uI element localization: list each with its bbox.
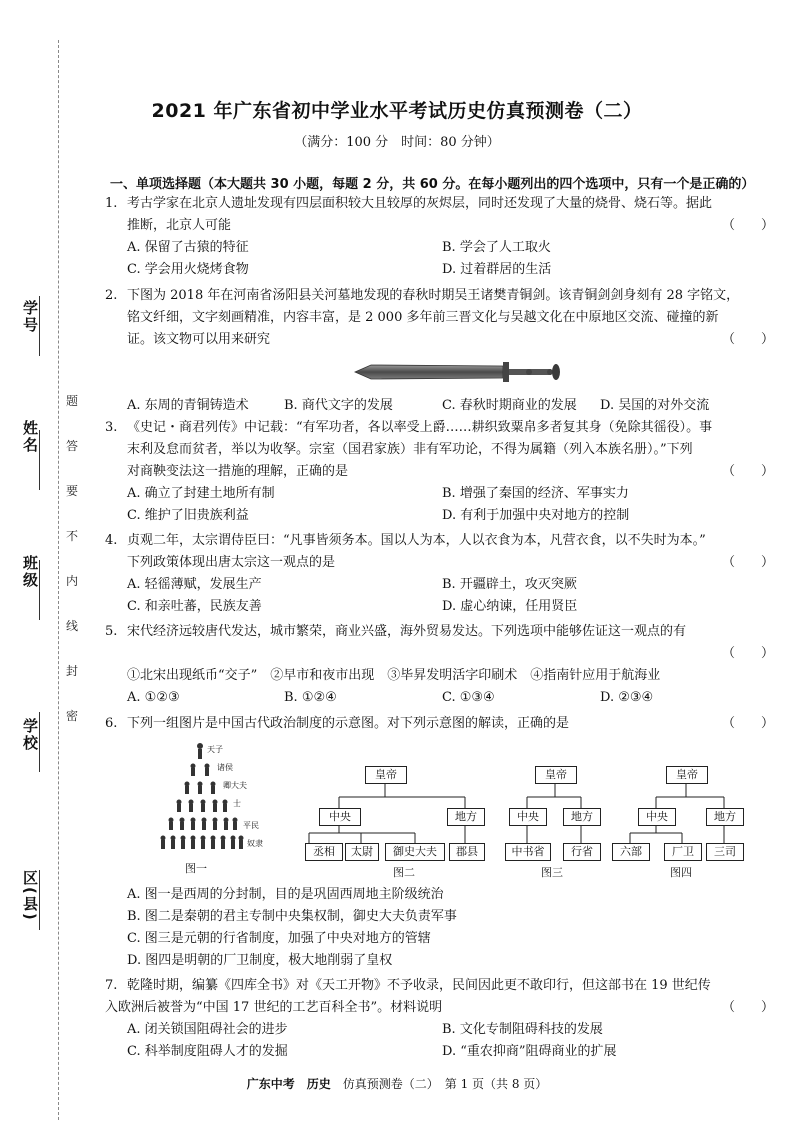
seal-hint-char: 封: [66, 664, 79, 678]
question-3: [105, 417, 780, 527]
pyramid-label: 士: [233, 799, 241, 808]
emperor-box: 皇帝: [535, 766, 577, 784]
question-number: 2.: [105, 288, 118, 303]
question-number: 4.: [105, 533, 118, 548]
secretariat-box: 中书省: [505, 843, 551, 861]
option-b[interactable]: B. 学会了人工取火: [442, 240, 551, 255]
option-a[interactable]: A. ①②③: [127, 690, 180, 705]
question-number: 7.: [105, 978, 118, 993]
emperor-box: 皇帝: [365, 766, 407, 784]
option-b[interactable]: B. 开疆辟土，攻灭突厥: [442, 577, 577, 592]
figure-4-caption: 图四: [670, 866, 692, 879]
answer-blank[interactable]: （ ）: [721, 716, 774, 731]
option-c[interactable]: C. 学会用火烧烤食物: [127, 262, 249, 277]
chancellor-box: 丞相: [305, 843, 343, 861]
question-7: [105, 975, 780, 1063]
option-a[interactable]: A. 图一是西周的分封制，目的是巩固西周地主阶级统治: [127, 887, 444, 902]
pyramid-label: 诸侯: [217, 763, 233, 772]
school-field[interactable]: [39, 712, 40, 772]
option-d[interactable]: D. “重农抑商”阻碍商业的扩展: [442, 1044, 617, 1059]
option-b[interactable]: B. 商代文字的发展: [284, 398, 393, 413]
question-text: 对商鞅变法这一措施的理解，正确的是: [127, 464, 349, 479]
seal-hint-char: 内: [66, 574, 79, 588]
three-offices-box: 三司: [706, 843, 744, 861]
seal-hint-char: 答: [66, 439, 79, 453]
bronze-sword-image: [353, 357, 561, 387]
option-c[interactable]: C. 春秋时期商业的发展: [442, 398, 577, 413]
answer-blank[interactable]: （ ）: [721, 464, 774, 479]
figure-3-caption: 图三: [541, 866, 563, 879]
answer-blank[interactable]: （ ）: [721, 218, 774, 233]
answer-blank[interactable]: （ ）: [721, 555, 774, 570]
option-c[interactable]: C. 维护了旧贵族利益: [127, 508, 249, 523]
student-id-field[interactable]: [39, 296, 40, 356]
pyramid-label: 天子: [207, 745, 223, 754]
figure-2-caption: 图二: [393, 866, 415, 879]
prefecture-box: 郡县: [449, 843, 485, 861]
question-number: 5.: [105, 624, 118, 639]
question-number: 6.: [105, 716, 118, 731]
option-c[interactable]: C. ①③④: [442, 690, 495, 705]
name-label: 姓名: [21, 420, 39, 454]
seal-hint-char: 密: [66, 709, 79, 723]
option-d[interactable]: D. ②③④: [600, 690, 654, 705]
pyramid-label: 卿大夫: [223, 781, 247, 790]
question-text: 证。该文物可以用来研究: [127, 332, 271, 347]
question-text: 宋代经济远较唐代发达，城市繁荣，商业兴盛，海外贸易发达。下列选项中能够佐证这一观点的有: [127, 624, 687, 639]
answer-blank[interactable]: （ ）: [721, 332, 774, 347]
exam-title: 2021 年广东省初中学业水平考试历史仿真预测卷（二）: [151, 100, 643, 122]
option-c[interactable]: C. 图三是元朝的行省制度，加强了中央对地方的管辖: [127, 931, 431, 946]
question-number: 3.: [105, 420, 118, 435]
question-text: 入欧洲后被誉为“中国 17 世纪的工艺百科全书”。材料说明: [105, 1000, 443, 1015]
option-d[interactable]: D. 虚心纳谏，任用贤臣: [442, 599, 578, 614]
pyramid-label: 奴隶: [247, 839, 263, 848]
option-a[interactable]: A. 闭关锁国阻碍社会的进步: [127, 1022, 288, 1037]
question-text: 贞观二年，太宗谓侍臣曰：“凡事皆须务本。国以人为本，人以衣食为本，凡营衣食，以不失时为本。”: [127, 533, 706, 548]
option-b[interactable]: B. ①②④: [284, 690, 337, 705]
pyramid-label: 平民: [243, 821, 259, 830]
option-c[interactable]: C. 科举制度阻碍人才的发掘: [127, 1044, 288, 1059]
question-text: 考古学家在北京人遗址发现有四层面积较大且较厚的灰烬层，同时还发现了大量的烧骨、烧石等。据此: [127, 196, 713, 211]
option-b[interactable]: B. 图二是秦朝的君主专制中央集权制，御史大夫负责军事: [127, 909, 457, 924]
question-text: 推断，北京人可能: [127, 218, 232, 233]
question-number: 1.: [105, 196, 118, 211]
option-d[interactable]: D. 有利于加强中央对地方的控制: [442, 508, 630, 523]
local-box: 地方: [706, 808, 744, 826]
central-box: 中央: [638, 808, 676, 826]
option-d[interactable]: D. 过着群居的生活: [442, 262, 552, 277]
student-id-label: 学号: [21, 300, 39, 334]
figure-4-diagram: [612, 765, 750, 877]
district-field[interactable]: [39, 870, 40, 930]
figure-1-pyramid: [155, 740, 275, 880]
option-d[interactable]: D. 吴国的对外交流: [600, 398, 710, 413]
seal-hint-char: 题: [66, 394, 79, 408]
option-a[interactable]: A. 确立了封建土地所有制: [127, 486, 275, 501]
name-field[interactable]: [39, 430, 40, 490]
question-text: 铭文纤细，文字刻画精准，内容丰富，是 2 000 多年前三晋文化与吴越文化在中原地区交流、碰撞的新: [127, 310, 719, 325]
question-2: [105, 285, 780, 351]
question-text: 《史记・商君列传》中记载：“有军功者，各以率受上爵……耕织致粟帛多者复其身（免除其徭役）。事: [127, 420, 713, 435]
question-6-options: [105, 884, 780, 972]
question-text: 乾隆时期，编纂《四库全书》对《天工开物》不予收录，民间因此更不敢印行，但这部书在 19 世纪传: [127, 978, 711, 993]
pyramid-figures-image: [155, 740, 245, 858]
commandant-box: 太尉: [345, 843, 379, 861]
school-label: 学校: [21, 718, 39, 752]
figure-1-caption: 图一: [185, 862, 207, 875]
local-box: 地方: [563, 808, 601, 826]
central-box: 中央: [319, 808, 361, 826]
question-1: [105, 193, 780, 281]
figure-2-diagram: [305, 765, 495, 877]
province-box: 行省: [563, 843, 601, 861]
footer-page-info: 仿真预测卷（二） 第 1 页（共 8 页）: [342, 1077, 548, 1091]
question-6: [105, 713, 780, 735]
exam-subtitle: （满分：100 分 时间：80 分钟）: [294, 135, 500, 150]
seal-hint-char: 线: [66, 619, 79, 633]
option-b[interactable]: B. 增强了秦国的经济、军事实力: [442, 486, 629, 501]
answer-blank[interactable]: （ ）: [721, 646, 774, 661]
central-box: 中央: [509, 808, 547, 826]
option-b[interactable]: B. 文化专制阻碍科技的发展: [442, 1022, 603, 1037]
question-items: ①北宋出现纸币“交子” ②早市和夜市出现 ③毕昇发明活字印刷术 ④指南针应用于航海业: [127, 668, 661, 683]
question-text: 下图为 2018 年在河南省汤阳县关河墓地发现的春秋时期吴王诸樊青铜剑。该青铜剑剑身刻有 28 字铭文，: [127, 288, 740, 303]
question-5: [105, 621, 780, 709]
emperor-box: 皇帝: [666, 766, 708, 784]
binding-line: [58, 40, 59, 1120]
seal-hint-char: 要: [66, 484, 79, 498]
option-c[interactable]: C. 和亲吐蕃，民族友善: [127, 599, 262, 614]
footer-exam-name: 广东中考 历史: [246, 1077, 331, 1091]
class-label: 班级: [21, 555, 39, 589]
six-ministries-box: 六部: [612, 843, 650, 861]
option-d[interactable]: D. 图四是明朝的厂卫制度，极大地削弱了皇权: [127, 953, 393, 968]
question-text: 末利及怠而贫者，举以为收孥。宗室（国君家族）非有军功论，不得为属籍（列入本族名册）。”下列: [127, 442, 693, 457]
question-4: [105, 530, 780, 618]
censor-box: 御史大夫: [385, 843, 445, 861]
question-text: 下列一组图片是中国古代政治制度的示意图。对下列示意图的解读，正确的是: [127, 716, 570, 731]
option-a[interactable]: A. 东周的青铜铸造术: [127, 398, 249, 413]
seal-hint-char: 不: [66, 529, 79, 543]
local-box: 地方: [447, 808, 485, 826]
district-label: 区(县): [21, 870, 39, 922]
section-heading: 一、单项选择题（本大题共 30 小题，每题 2 分，共 60 分。在每小题列出的四个选项中，只有一个是正确的）: [110, 177, 755, 192]
class-field[interactable]: [39, 560, 40, 620]
answer-blank[interactable]: （ ）: [721, 1000, 774, 1015]
option-a[interactable]: A. 保留了古猿的特征: [127, 240, 249, 255]
figure-3-diagram: [503, 765, 613, 877]
question-2-options: [105, 395, 780, 417]
page-footer: [0, 1075, 794, 1092]
question-text: 下列政策体现出唐太宗这一观点的是: [127, 555, 336, 570]
secret-police-box: 厂卫: [664, 843, 702, 861]
option-a[interactable]: A. 轻徭薄赋，发展生产: [127, 577, 262, 592]
